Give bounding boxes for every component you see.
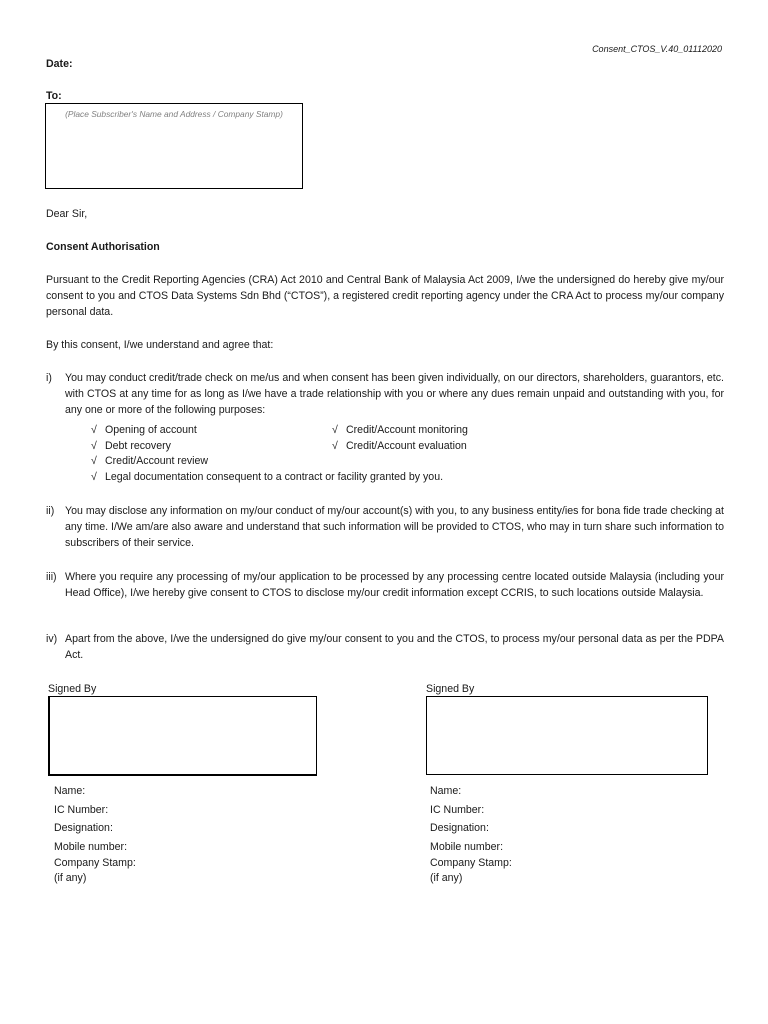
if-any-label: (if any) [430, 872, 463, 885]
purpose-list-right [332, 423, 468, 454]
consent-item-3 [46, 569, 724, 601]
mobile-number-label: Mobile number: [430, 840, 504, 853]
item-text: Apart from the above, I/we the undersigned do give my/our consent to you and the CTOS, to process my/our personal data as per the PDPA Act. [65, 633, 724, 661]
item-text: You may disclose any information on my/our conduct of my/our account(s) with you, to any business entity/ies for bona fide trade checking at any time. I/We am/are also aware and understand that such information will be provided to CTOS, who may in turn share such information to subscribers of their service. [65, 505, 724, 549]
to-label: To: [46, 90, 62, 102]
check-icon: √ [332, 424, 338, 436]
signatory-fields-1 [54, 782, 136, 886]
consent-item-2 [46, 503, 724, 551]
understand-paragraph: By this consent, I/we understand and agree that: [46, 339, 274, 351]
check-icon: √ [91, 439, 97, 452]
address-placeholder: (Place Subscriber's Name and Address / Company Stamp) [65, 109, 283, 119]
item-text: You may conduct credit/trade check on me/us and when consent has been given individually, on our directors, shareholders, guarantors, etc. with CTOS at any time for as long as I/we have a trade relationship with you or where any dues remain unpaid and outstanding with you, for any one or more of the following purposes: [65, 372, 724, 416]
ic-number-label: IC Number: [430, 803, 485, 816]
company-stamp-label: Company Stamp: [430, 857, 512, 870]
item-text: Where you require any processing of my/our application to be processed by any processing centre located outside Malaysia (including your Head Office), I/we hereby give consent to CTOS to disclose my/our credit information except CCRIS, to such locations outside Malaysia. [65, 571, 724, 599]
check-icon: √ [91, 470, 97, 483]
address-box[interactable] [45, 103, 303, 189]
document-title: Consent Authorisation [46, 241, 160, 253]
check-icon: √ [332, 439, 338, 452]
purpose-item: √ Legal documentation consequent to a contract or facility granted by you. [91, 470, 443, 486]
signature-box-2[interactable] [426, 696, 708, 775]
check-icon: √ [91, 455, 97, 467]
item-number: ii) [46, 505, 55, 517]
signed-by-label-1: Signed By [48, 683, 97, 695]
salutation: Dear Sir, [46, 208, 88, 220]
name-label: Name: [54, 785, 86, 797]
purpose-item: √ Opening of account [91, 423, 443, 439]
mobile-number-label: Mobile number: [54, 840, 128, 853]
date-label: Date: [46, 58, 73, 70]
designation-label: Designation: [54, 822, 113, 835]
intro-paragraph: Pursuant to the Credit Reporting Agencies (CRA) Act 2010 and Central Bank of Malaysia Act 2009, I/we the undersigned do hereby give my/our consent to you and CTOS Data Systems Sdn Bhd (“CTOS”), a registered credit reporting agency under the CRA Act to process my/our company personal data. [46, 274, 724, 318]
purpose-item: √ Credit/Account monitoring [332, 423, 468, 439]
name-label: Name: [430, 785, 462, 797]
designation-label: Designation: [430, 822, 489, 835]
signed-by-label-2: Signed By [426, 683, 475, 695]
signature-box-1[interactable] [48, 696, 317, 776]
ic-number-label: IC Number: [54, 803, 109, 816]
check-icon: √ [91, 424, 97, 436]
if-any-label: (if any) [54, 872, 87, 885]
version-code: Consent_CTOS_V.40_01112020 [592, 44, 722, 54]
company-stamp-label: Company Stamp: [54, 857, 136, 870]
purpose-item: √ Credit/Account review [91, 454, 443, 470]
consent-item-4 [46, 631, 724, 663]
item-number: iii) [46, 571, 57, 583]
consent-item-1 [46, 370, 724, 418]
item-number: iv) [46, 633, 58, 645]
signatory-fields-2 [430, 782, 512, 886]
purpose-item: √ Debt recovery [91, 439, 443, 455]
item-number: i) [46, 372, 52, 384]
purpose-item: √ Credit/Account evaluation [332, 439, 468, 455]
